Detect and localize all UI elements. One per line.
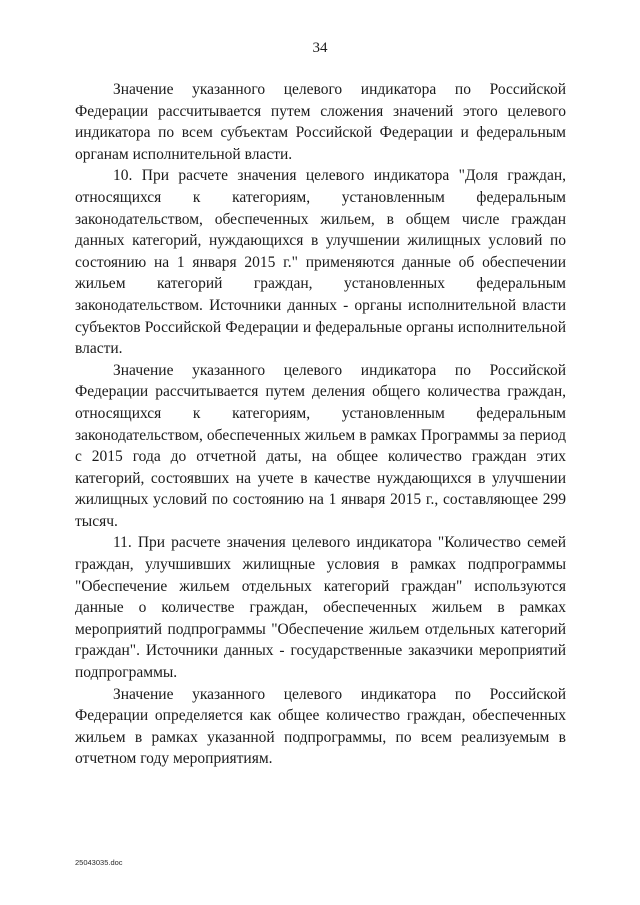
paragraph-5: Значение указанного целевого индикатора по Российской Федерации определяется как общее количество граждан, обеспеченных жильем в рамках указанной подпрограммы, по всем реализуемым в отчетном году мероприятиям.: [75, 685, 566, 768]
paragraph-1: Значение указанного целевого индикатора по Российской Федерации рассчитывается путем сложения значений этого целевого индикатора по всем субъектам Российской Федерации и федеральным органам исполнительной власти.: [75, 81, 566, 163]
footer-filename: 25043035.doc: [75, 858, 123, 867]
paragraph-4: 11. При расчете значения целевого индикатора "Количество семей граждан, улучшивших жилищные условия в рамках подпрограммы "Обеспечение жильем отдельных категорий граждан" используются данные о количестве граждан, обеспеченных жильем в рамках мероприятий подпрограммы "Обеспечение жильем отдельных категорий граждан". Источники данных - государственные заказчики мероприятий подпрограммы.: [75, 534, 566, 682]
document-body: [75, 79, 566, 770]
page-number: 34: [312, 40, 328, 56]
paragraph-2: 10. При расчете значения целевого индикатора "Доля граждан, относящихся к категориям, установленным федеральным законодательством, обеспеченных жильем, в общем числе граждан данных категорий, нуждающихся в улучшении жилищных условий по состоянию на 1 января 2015 г." применяются данные об обеспечении жильем категорий граждан, установленных федеральным законодательством. Источники данных - органы исполнительной власти субъектов Российской Федерации и федеральные органы исполнительной власти.: [75, 167, 566, 358]
paragraph-3: Значение указанного целевого индикатора по Российской Федерации рассчитывается путем деления общего количества граждан, относящихся к категориям, установленным федеральным законодательством, обеспеченных жильем в рамках Программы за период с 2015 года до отчетной даты, на общее количество граждан этих категорий, состоявших на учете в качестве нуждающихся в улучшении жилищных условий по состоянию на 1 января 2015 г., составляющее 299 тысяч.: [75, 361, 566, 530]
